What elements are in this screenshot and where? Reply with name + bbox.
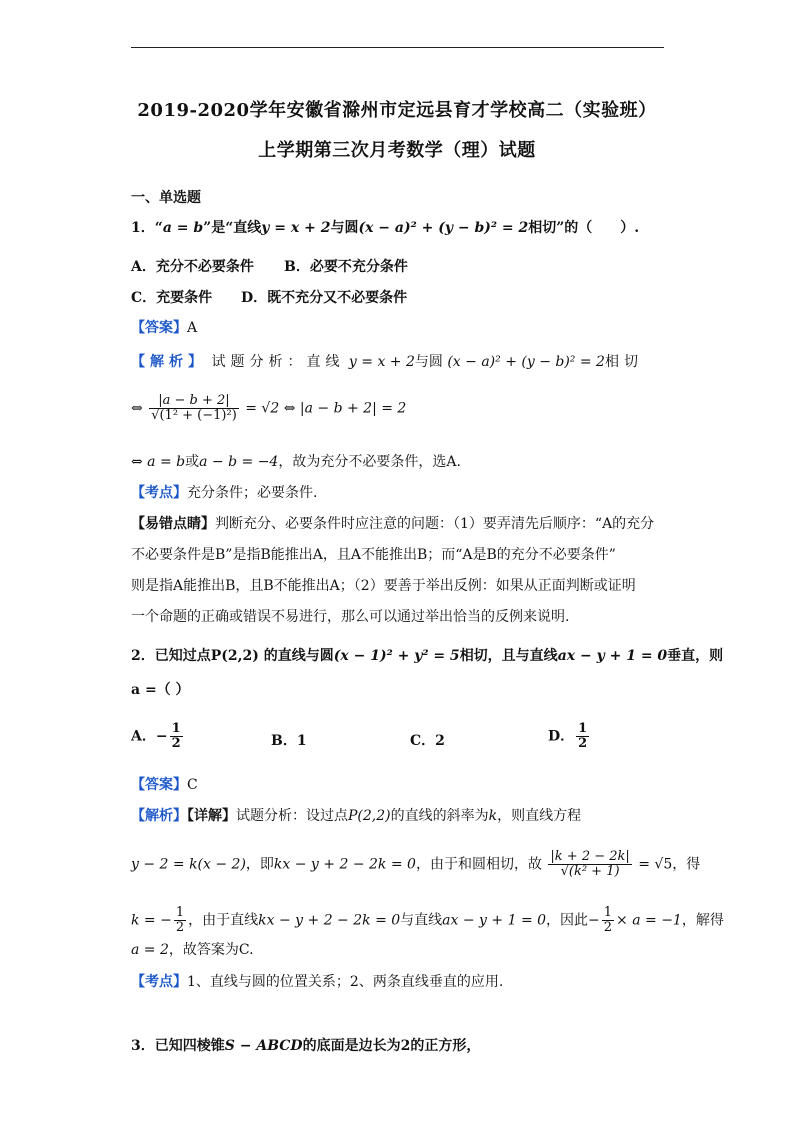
paper-title-line-2: 上学期第三次月考数学（理）试题 (258, 140, 536, 161)
q1-yicuo-line-4: 一个命题的正确或错误不易进行，那么可以通过举出恰当的反例来说明. (131, 609, 570, 625)
q2-analysis-line-3: k = − $\frac{1}{2}$ ，由于直线kx − y + 2 − 2k = 0与直线ax − y + 1 = 0，因此− $\frac{1}{2}$ × a = −1，解得 (131, 905, 724, 935)
q1-analysis-line-3: ⇔ a = b或a − b = −4，故为充分不必要条件，选A. (131, 454, 461, 470)
q2-answer: 【答案】C (131, 777, 198, 793)
q2-analysis-line-4: a = 2，故答案为C. (131, 942, 254, 958)
q2-stem-line-2: a =（ ） (131, 682, 190, 698)
q3-stem: 3．已知四棱锥S − ABCD的底面是边长为2的正方形， (131, 1038, 481, 1054)
paper-title-line-1: 2019-2020学年安徽省滁州市定远县育才学校高二（实验班） (137, 100, 657, 121)
q2-option-a: A．− $\frac{1}{2}$ (131, 721, 181, 751)
q1-analysis-line-2: ⇔ $\frac{|a - b + 2|}{\text{√(1² + (−1)²)}}$ = √2 ⇔ |a − b + 2| = 2 (131, 393, 407, 423)
q1-yicuo-line-1: 【易错点睛】判断充分、必要条件时应注意的问题：（1）要弄清先后顺序：“A的充分 (131, 516, 655, 532)
q2-option-c: C．2 (410, 733, 445, 749)
header-rule (131, 47, 664, 48)
q1-option-d: D．既不充分又不必要条件 (241, 290, 408, 306)
q2-kaodian: 【考点】1、直线与圆的位置关系；2、两条直线垂直的应用. (131, 974, 504, 990)
q1-kaodian: 【考点】充分条件；必要条件. (131, 485, 318, 501)
q1-option-b: B．必要不充分条件 (284, 259, 408, 275)
q2-analysis-line-2: y − 2 = k(x − 2)，即kx − y + 2 − 2k = 0，由于和圆相切，故 $\frac{|k + 2 - 2k|}{\text{√(k² + 1)}}$ = √5，得 (131, 849, 701, 879)
q1-answer: 【答案】A (131, 320, 198, 336)
q2-distance-fraction: $\frac{|k + 2 - 2k|}{\text{√(k² + 1)}}$ (550, 849, 630, 879)
q2-option-d: D． $\frac{1}{2}$ (548, 721, 588, 751)
q1-yicuo-line-2: 不必要条件是B”是指B能推出A，且A不能推出B；而“A是B的充分不必要条件” (131, 547, 616, 563)
section-heading: 一、单选题 (131, 190, 201, 206)
q1-option-a: A．充分不必要条件 (131, 259, 254, 275)
q1-distance-fraction: $\frac{|a - b + 2|}{\text{√(1² + (−1)²)}}$ (151, 393, 237, 423)
q1-option-c: C．充要条件 (131, 290, 213, 306)
q2-analysis-line-1: 【解析】【详解】试题分析：设过点P(2,2)的直线的斜率为k，则直线方程 (131, 808, 582, 824)
q1-yicuo-line-3: 则是指A能推出B，且B不能推出A；（2）要善于举出反例：如果从正面判断或证明 (131, 578, 636, 594)
q1-analysis-line-1: 【解析】 试题分析：直线 y = x + 2与圆 (x − a)² + (y − b)² = 2相切 (131, 354, 643, 370)
q1-stem: 1．“a = b”是“直线y = x + 2与圆(x − a)² + (y − b)² = 2相切”的（ ）. (131, 220, 640, 236)
q2-option-b: B．1 (271, 733, 307, 749)
q2-stem-line-1: 2．已知过点P(2,2) 的直线与圆(x − 1)² + y² = 5相切，且与直线ax − y + 1 = 0垂直，则 (131, 648, 724, 664)
